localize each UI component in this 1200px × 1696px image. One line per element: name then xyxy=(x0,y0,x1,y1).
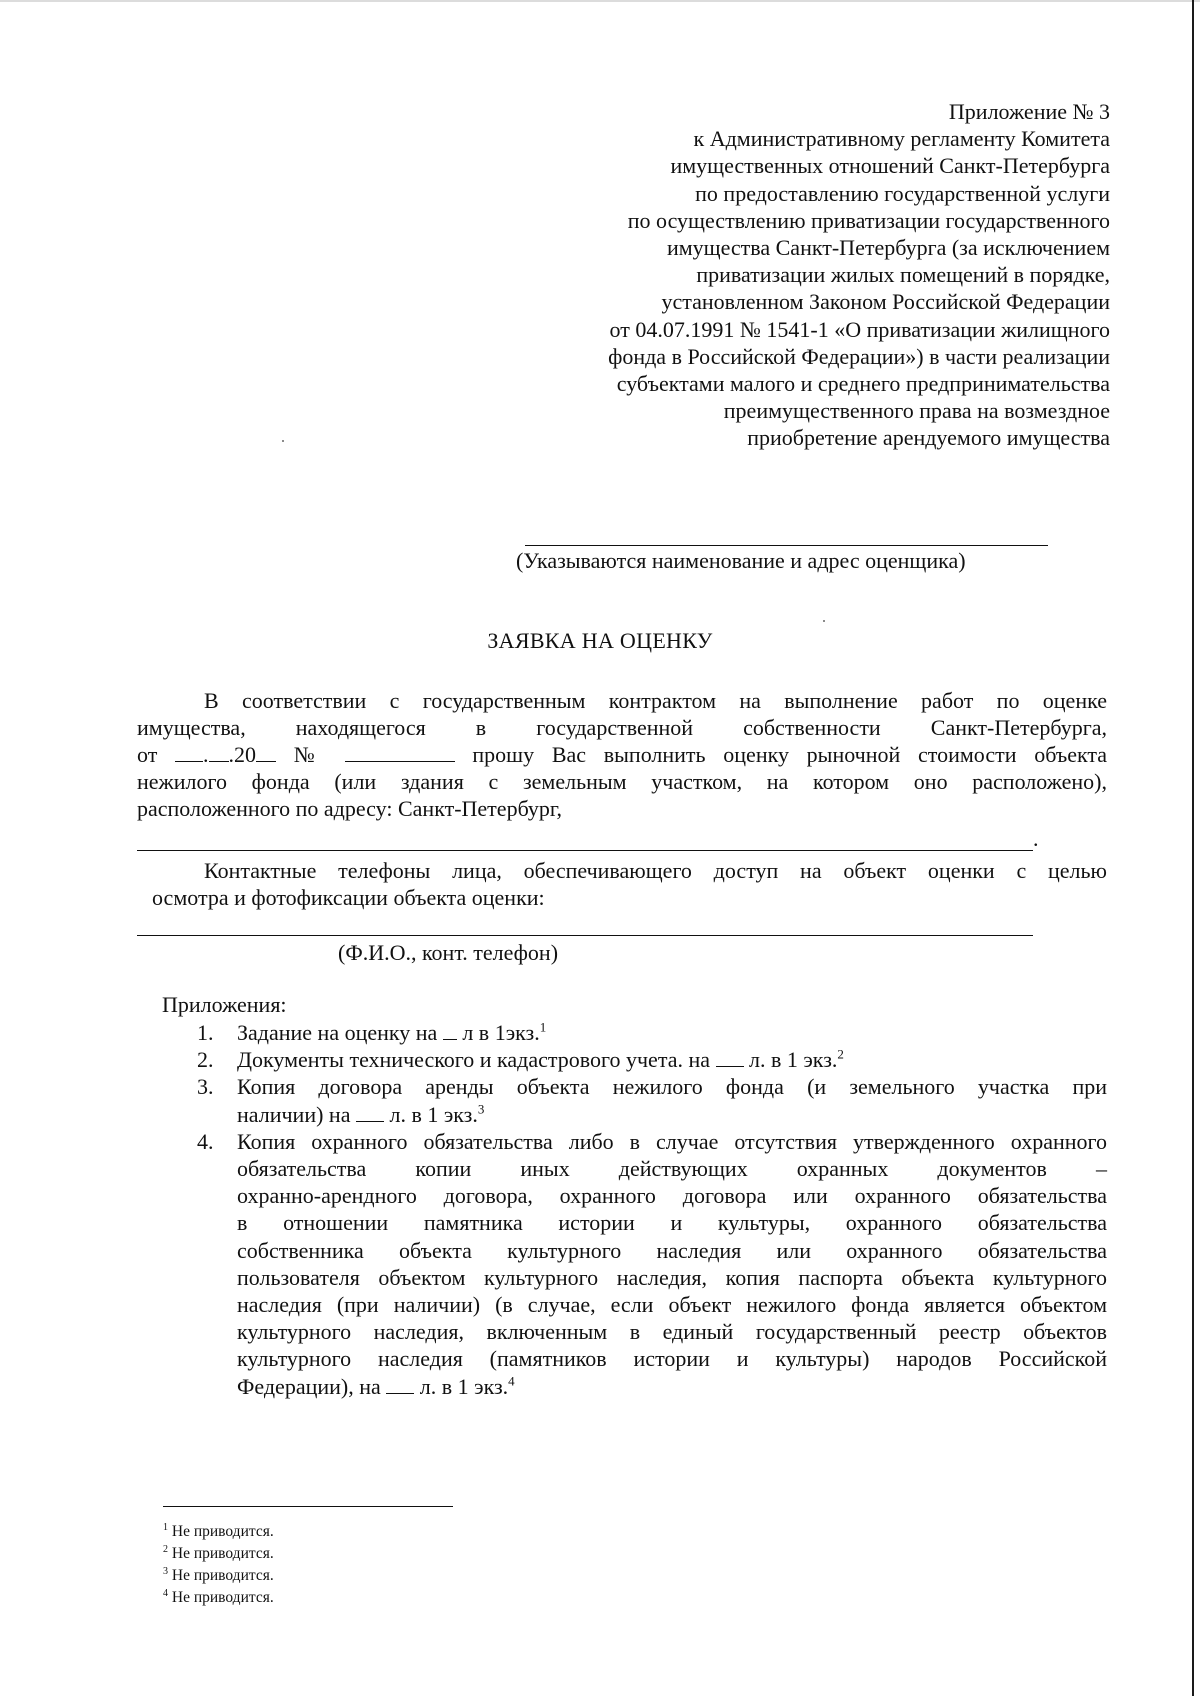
item-text: в отношении памятника истории и культуры, охранного обязательства xyxy=(237,1210,1107,1236)
item-number: 4. xyxy=(197,1128,214,1154)
item-text: л. в 1 экз. xyxy=(749,1047,838,1073)
request-line-date xyxy=(137,741,1107,768)
footnote-separator xyxy=(163,1506,453,1507)
pages-blank xyxy=(716,1048,744,1067)
footnote-ref: 3 xyxy=(477,1101,485,1117)
item-text: обязательства копии иных действующих охранных документов – xyxy=(237,1156,1107,1182)
date-year-prefix: .20 xyxy=(228,742,257,767)
header-line: имущественных отношений Санкт-Петербурга xyxy=(670,153,1110,179)
item-text: л. в 1 экз. xyxy=(389,1101,478,1127)
appendix-header xyxy=(550,98,1110,452)
item-text: Копия охранного обязательства либо в случае отсутствия утвержденного охранного xyxy=(237,1128,1107,1154)
request-line: нежилого фонда (или здания с земельным участком, на котором оно расположено), xyxy=(137,769,1107,794)
contract-number-blank xyxy=(345,743,455,762)
item-number: 3. xyxy=(197,1074,214,1100)
address-end-dot: . xyxy=(1033,826,1039,851)
footnote-text: Не приводится. xyxy=(171,1523,274,1540)
list-item xyxy=(197,1128,1107,1400)
request-line: имущества, находящегося в государственной собственности Санкт-Петербурга, xyxy=(137,715,1107,740)
item-text: охранно-арендного договора, охранного договора или охранного обязательства xyxy=(237,1183,1107,1209)
scan-speck xyxy=(282,440,284,442)
list-item xyxy=(197,1073,1107,1127)
pages-blank xyxy=(356,1103,384,1122)
footnote xyxy=(163,1543,274,1565)
item-text: Документы технического и кадастрового учета. на xyxy=(237,1047,710,1073)
item-text: л в 1экз. xyxy=(462,1020,540,1045)
contacts-line: осмотра и фотофиксации объекта оценки: xyxy=(152,885,545,910)
date-month-blank xyxy=(209,743,229,762)
header-line: имущества Санкт-Петербурга (за исключением xyxy=(666,235,1110,261)
footnote-text: Не приводится. xyxy=(171,1545,274,1562)
header-line: установленном Законом Российской Федерации xyxy=(661,289,1110,315)
request-line: В соответствии с государственным контрактом на выполнение работ по оценке xyxy=(204,688,1107,713)
date-dot: . xyxy=(203,742,209,767)
item-text: л. в 1 экз. xyxy=(419,1373,509,1399)
item-text: Копия договора аренды объекта нежилого фонда (и земельного участка при xyxy=(237,1074,1107,1100)
footnote-text: Не приводится. xyxy=(171,1567,274,1584)
request-line: расположенного по адресу: Санкт-Петербург, xyxy=(137,796,562,821)
item-text: пользователя объектом культурного наследия, копия паспорта объекта культурного xyxy=(237,1264,1107,1290)
item-text: наличии) на xyxy=(237,1101,351,1127)
scan-right-edge xyxy=(1192,0,1194,1696)
request-paragraph xyxy=(137,687,1107,822)
item-text: наследия (при наличии) (в случае, если объект нежилого фонда является объектом xyxy=(237,1292,1107,1318)
footnote-ref: 2 xyxy=(837,1046,844,1062)
pages-blank xyxy=(443,1021,457,1040)
scan-speck xyxy=(823,620,825,622)
contact-blank-line xyxy=(137,935,1033,936)
number-sign: № xyxy=(293,742,327,767)
footnote-number: 3 xyxy=(163,1565,168,1577)
footnote xyxy=(163,1565,274,1587)
page-title: ЗАЯВКА НА ОЦЕНКУ xyxy=(487,628,713,653)
attachments-list xyxy=(197,1019,1107,1400)
header-line: Приложение № 3 xyxy=(948,99,1110,124)
footnote-number: 4 xyxy=(163,1587,168,1599)
header-line: преимущественного права на возмездное xyxy=(723,398,1110,424)
header-line: субъектами малого и среднего предпринимательства xyxy=(616,371,1110,397)
appraiser-name-line xyxy=(525,545,1048,546)
pages-blank xyxy=(386,1375,414,1394)
footnote-number: 2 xyxy=(163,1543,168,1555)
header-line: приобретение арендуемого имущества xyxy=(747,425,1110,451)
footnotes xyxy=(163,1521,274,1609)
footnote-number: 1 xyxy=(163,1521,168,1533)
contact-caption: (Ф.И.О., конт. телефон) xyxy=(338,940,559,965)
footnote-ref: 1 xyxy=(539,1019,547,1035)
list-item xyxy=(197,1046,1107,1073)
attachments-title: Приложения: xyxy=(162,992,287,1017)
date-year-blank xyxy=(256,743,276,762)
item-text: собственника объекта культурного наследия или охранного обязательства xyxy=(237,1237,1107,1263)
header-line: к Административному регламенту Комитета xyxy=(693,126,1110,152)
header-line: от 04.07.1991 № 1541-1 «О приватизации жилищного xyxy=(609,316,1110,342)
footnote-text: Не приводится. xyxy=(171,1589,274,1606)
contacts-paragraph xyxy=(137,857,1107,911)
footnote xyxy=(163,1587,274,1609)
item-text: культурного наследия (памятников истории и культуры) народов Российской xyxy=(237,1346,1107,1372)
footnote xyxy=(163,1521,274,1543)
contacts-line: Контактные телефоны лица, обеспечивающего доступ на объект оценки с целью xyxy=(204,858,1107,883)
header-line: по осуществлению приватизации государственного xyxy=(627,207,1110,233)
header-line: приватизации жилых помещений в порядке, xyxy=(696,262,1110,288)
header-line: фонда в Российской Федерации») в части реализации xyxy=(608,343,1110,369)
header-line: по предоставлению государственной услуги xyxy=(695,180,1110,206)
item-text: Задание на оценку на xyxy=(237,1020,438,1045)
item-number: 1. xyxy=(197,1020,214,1045)
scan-top-edge xyxy=(0,0,1200,2)
footnote-ref: 4 xyxy=(508,1373,515,1389)
list-item xyxy=(197,1019,1107,1046)
appraiser-caption: (Указываются наименование и адрес оценщика) xyxy=(516,548,966,573)
item-text: культурного наследия, включенным в единый государственный реестр объектов xyxy=(237,1319,1107,1345)
item-number: 2. xyxy=(197,1047,214,1073)
date-day-blank xyxy=(175,743,203,762)
date-from-label: от xyxy=(137,742,158,767)
request-line-rest: прошу Вас выполнить оценку рыночной стоимости объекта xyxy=(472,742,1108,767)
item-text: Федерации), на xyxy=(237,1373,381,1399)
address-blank-line xyxy=(137,850,1033,851)
